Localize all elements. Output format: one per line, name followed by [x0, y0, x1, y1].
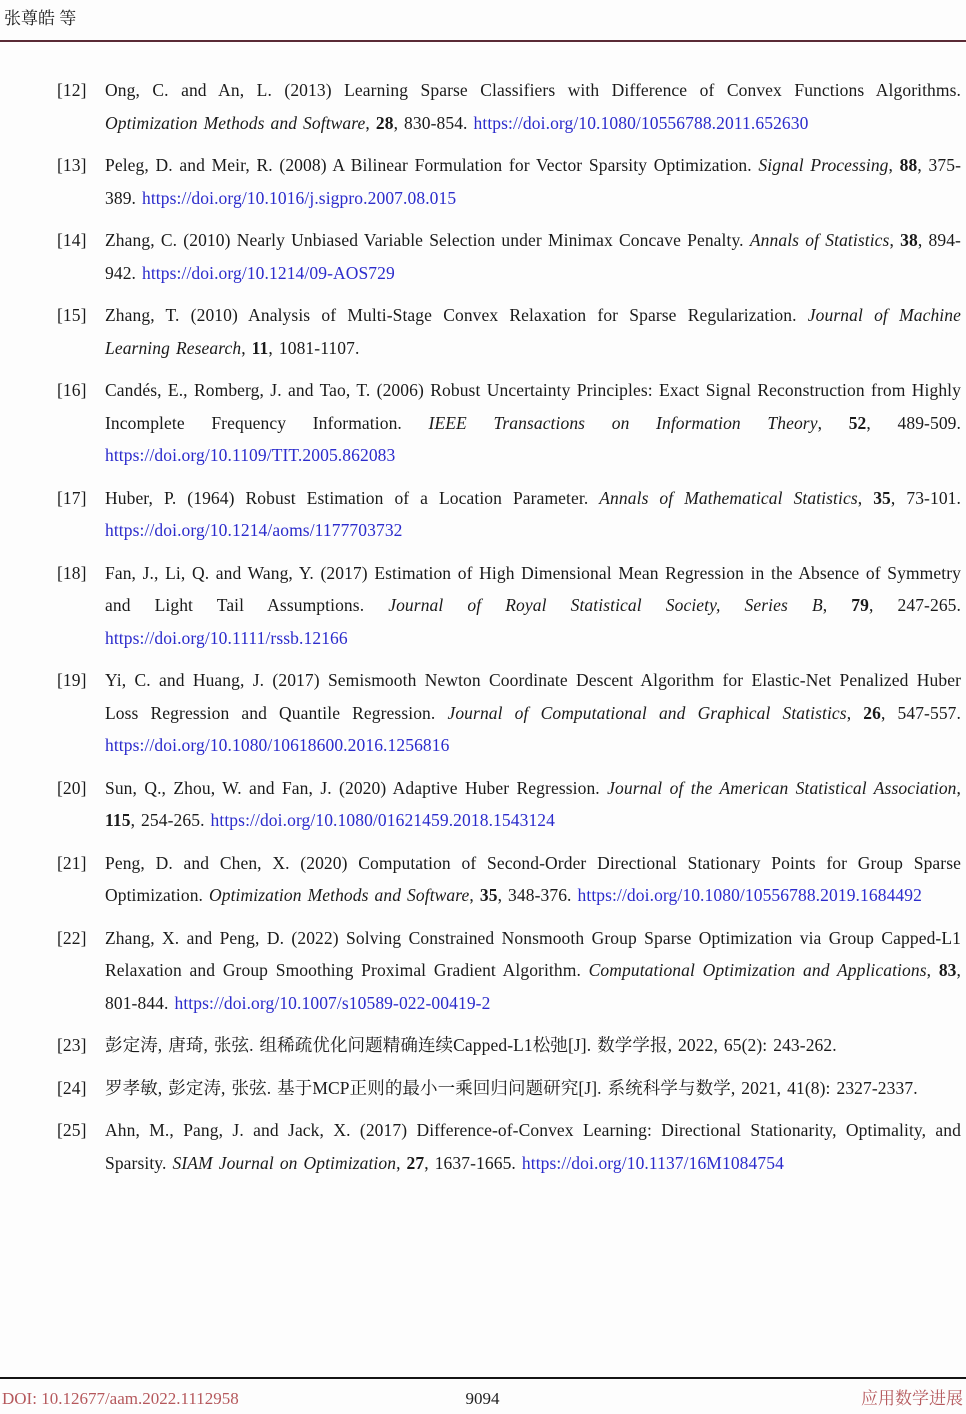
journal-title: IEEE Transactions on Information Theory — [428, 412, 818, 433]
reference-entry — [0, 664, 966, 762]
footer-rule — [0, 1377, 966, 1379]
reference-text — [105, 1029, 966, 1062]
references-list — [0, 74, 966, 1179]
reference-text — [105, 772, 966, 837]
citation-text: , 894-942. — [105, 230, 961, 283]
citation-text: Zhang, C. (2010) Nearly Unbiased Variable Selection under Minimax Concave Penalty. — [105, 230, 750, 250]
journal-title: Journal of Computational and Graphical Statistics — [447, 702, 847, 723]
doi-link[interactable]: https://doi.org/10.1080/10556788.2011.652630 — [473, 112, 809, 133]
citation-text: Zhang, X. and Peng, D. (2022) Solving Constrained Nonsmooth Group Sparse Optimization via Group Capped-L1 Relaxation and Group Smoothing Proximal Gradient Algorithm. — [105, 927, 961, 980]
journal-title: Annals of Mathematical Statistics — [599, 487, 858, 508]
citation-text: , 247-265. — [868, 595, 962, 615]
reference-text — [105, 664, 966, 762]
page-footer — [0, 1388, 966, 1410]
reference-entry — [0, 847, 966, 912]
citation-text: , 73-101. — [890, 487, 961, 508]
reference-number: [15] — [57, 305, 87, 325]
citation-text: Sun, Q., Zhou, W. and Fan, J. (2020) Adaptive Huber Regression. — [105, 777, 608, 798]
citation-text: , 254-265. — [130, 810, 211, 830]
citation-text: 彭定涛, 唐琦, 张弦. 组稀疏优化问题精确连续Capped-L1松弛[J]. 数学学报, 2022, 65(2): 243-262. — [105, 1035, 837, 1055]
volume-number: 52 — [848, 412, 867, 433]
citation-text: , — [241, 337, 252, 358]
reference-text — [105, 1072, 966, 1105]
reference-number: [21] — [57, 852, 87, 873]
running-head-author: 张尊皓 等 — [4, 9, 77, 28]
journal-title: Journal of Machine Learning Research — [105, 305, 961, 358]
reference-text — [105, 922, 966, 1020]
volume-number: 88 — [899, 155, 918, 175]
reference-entry — [0, 74, 966, 139]
citation-text: , 1081-1107. — [268, 337, 360, 358]
citation-text: , — [469, 885, 480, 905]
doi-link[interactable]: https://doi.org/10.1111/rssb.12166 — [105, 627, 348, 648]
citation-text: , — [396, 1152, 407, 1173]
journal-title: SIAM Journal on Optimization — [172, 1152, 397, 1173]
journal-name: 应用数学进展 — [860, 1389, 963, 1408]
citation-text: , 830-854. — [393, 112, 474, 133]
journal-title: Signal Processing — [758, 155, 889, 175]
reference-entry — [0, 374, 966, 472]
reference-entry — [0, 224, 966, 289]
citation-text: Zhang, T. (2010) Analysis of Multi-Stage Convex Relaxation for Sparse Regularization. — [105, 305, 808, 325]
citation-text: , — [817, 412, 849, 433]
citation-text: Huber, P. (1964) Robust Estimation of a Location Parameter. — [105, 487, 600, 508]
citation-text: 罗孝敏, 彭定涛, 张弦. 基于MCP正则的最小一乘回归问题研究[J]. 系统科学与数学, 2021, 41(8): 2327-2337. — [105, 1077, 918, 1098]
citation-text: Yi, C. and Huang, J. (2017) Semismooth Newton Coordinate Descent Algorithm for Elastic-Net Penalized Huber Loss Regression and Quantile Regression. — [105, 670, 961, 723]
reference-text — [105, 374, 966, 472]
citation-text: , 489-509. — [866, 412, 961, 433]
citation-text: Ahn, M., Pang, J. and Jack, X. (2017) Difference-of-Convex Learning: Directional Stationarity, Optimality, and Sparsity. — [105, 1120, 961, 1173]
reference-entry — [0, 1029, 966, 1062]
page-number: 9094 — [465, 1389, 500, 1408]
reference-entry — [0, 1114, 966, 1179]
volume-number: 35 — [873, 487, 891, 508]
volume-number: 11 — [251, 337, 269, 358]
citation-text: , — [846, 702, 864, 723]
journal-title: Optimization Methods and Software — [105, 112, 366, 133]
doi-link[interactable]: https://doi.org/10.1080/01621459.2018.1543124 — [210, 810, 555, 830]
journal-title: Annals of Statistics — [749, 230, 890, 250]
doi-link[interactable]: https://doi.org/10.1016/j.sigpro.2007.08.015 — [142, 187, 457, 208]
volume-number: 115 — [105, 810, 131, 830]
volume-number: 79 — [851, 595, 869, 615]
doi-link[interactable]: https://doi.org/10.1080/10556788.2019.1684492 — [577, 885, 922, 905]
reference-entry — [0, 922, 966, 1020]
doi-link[interactable]: https://doi.org/10.1109/TIT.2005.862083 — [105, 445, 396, 465]
reference-text — [105, 74, 966, 139]
reference-entry — [0, 482, 966, 547]
reference-number: [13] — [57, 155, 87, 175]
journal-title: Computational Optimization and Applications — [588, 960, 927, 980]
citation-text: , — [857, 487, 874, 508]
citation-text: , — [926, 960, 939, 980]
citation-text: , — [822, 595, 852, 615]
citation-text: , 375-389. — [105, 155, 961, 208]
volume-number: 35 — [479, 885, 498, 905]
citation-text: , — [365, 112, 376, 133]
citation-text: Peleg, D. and Meir, R. (2008) A Bilinear Formulation for Vector Sparsity Optimization. — [105, 155, 759, 175]
citation-text: Fan, J., Li, Q. and Wang, Y. (2017) Estimation of High Dimensional Mean Regression in the Absence of Symmetry and Light Tail Assumptions. — [105, 562, 961, 615]
reference-number: [16] — [57, 380, 87, 400]
reference-number: [24] — [57, 1077, 87, 1098]
volume-number: 27 — [406, 1152, 425, 1173]
reference-number: [17] — [57, 487, 87, 508]
citation-text: , — [956, 777, 962, 798]
reference-number: [18] — [57, 562, 87, 583]
journal-title: Journal of the American Statistical Association — [607, 777, 957, 798]
citation-text: , 801-844. — [105, 960, 962, 1013]
reference-text — [105, 847, 966, 912]
reference-text — [105, 1114, 966, 1179]
header-rule — [0, 40, 966, 42]
doi-text: DOI: 10.12677/aam.2022.1112958 — [2, 1389, 239, 1408]
reference-text — [105, 224, 966, 289]
reference-entry — [0, 299, 966, 364]
reference-entry — [0, 772, 966, 837]
reference-number: [20] — [57, 777, 87, 798]
reference-text — [105, 149, 966, 214]
citation-text: , — [889, 230, 901, 250]
citation-text: , 348-376. — [497, 885, 578, 905]
reference-number: [25] — [57, 1120, 87, 1140]
doi-link[interactable]: https://doi.org/10.1080/10618600.2016.1256816 — [105, 735, 450, 755]
reference-entry — [0, 1072, 966, 1105]
volume-number: 26 — [863, 702, 881, 723]
doi-link[interactable]: https://doi.org/10.1214/09-AOS729 — [142, 262, 395, 283]
reference-number: [19] — [57, 670, 87, 690]
citation-text: , 547-557. — [880, 702, 962, 723]
reference-text — [105, 482, 966, 547]
doi-link[interactable]: https://doi.org/10.1137/16M1084754 — [521, 1152, 784, 1173]
citation-text: , 1637-1665. — [424, 1152, 522, 1173]
journal-title: Journal of Royal Statistical Society, Series B — [388, 595, 823, 615]
journal-title: Optimization Methods and Software — [209, 885, 470, 905]
reference-number: [14] — [57, 230, 87, 250]
volume-number: 83 — [938, 960, 957, 980]
reference-text — [105, 557, 966, 655]
citation-text: , — [888, 155, 900, 175]
reference-number: [22] — [57, 927, 87, 948]
doi-link[interactable]: https://doi.org/10.1007/s10589-022-00419-2 — [174, 992, 491, 1013]
reference-entry — [0, 557, 966, 655]
reference-entry — [0, 149, 966, 214]
reference-number: [12] — [57, 80, 87, 100]
volume-number: 28 — [375, 112, 394, 133]
citation-text: Peng, D. and Chen, X. (2020) Computation of Second-Order Directional Stationary Points for Group Sparse Optimization. — [105, 852, 961, 905]
reference-text — [105, 299, 966, 364]
doi-link[interactable]: https://doi.org/10.1214/aoms/1177703732 — [105, 520, 403, 540]
reference-number: [23] — [57, 1035, 87, 1055]
volume-number: 38 — [900, 230, 918, 250]
citation-text: Candés, E., Romberg, J. and Tao, T. (2006) Robust Uncertainty Principles: Exact Signal Reconstruction from Highly Incomplete Frequency Information. — [105, 380, 961, 433]
citation-text: Ong, C. and An, L. (2013) Learning Sparse Classifiers with Difference of Convex Functions Algorithms. — [105, 80, 961, 100]
